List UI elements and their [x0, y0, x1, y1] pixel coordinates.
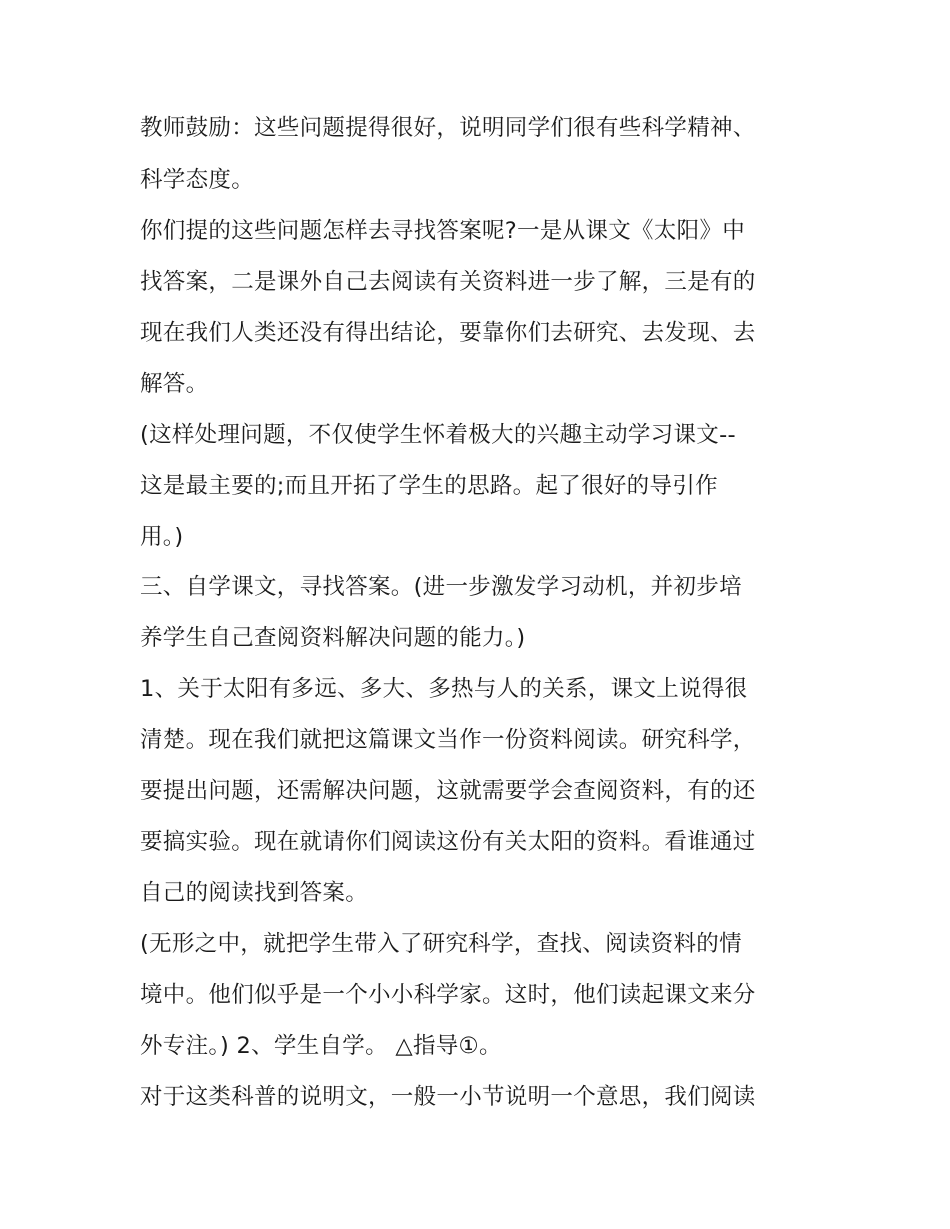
- text-line: 1、关于太阳有多远、多大、多热与人的关系，课文上说得很: [140, 676, 748, 702]
- text-line: 三、自学课文，寻找答案。(进一步激发学习动机，并初步培: [140, 574, 742, 600]
- text-line: 解答。: [140, 371, 209, 397]
- text-line: 自己的阅读找到答案。: [140, 880, 369, 906]
- text-line: 境中。他们似乎是一个小小科学家。这时，他们读起课文来分: [140, 982, 756, 1008]
- text-line: 要提出问题，还需解决问题，这就需要学会查阅资料，有的还: [140, 778, 756, 804]
- text-line: 对于这类科普的说明文，一般一小节说明一个意思，我们阅读: [140, 1084, 756, 1110]
- text-line: 这是最主要的;而且开拓了学生的思路。起了很好的导引作: [140, 473, 718, 499]
- text-line: 你们提的这些问题怎样去寻找答案呢?一是从课文《太阳》中: [140, 218, 746, 244]
- text-line: 外专注。) 2、学生自学。 △指导①。: [140, 1033, 502, 1059]
- text-line: (这样处理问题，不仅使学生怀着极大的兴趣主动学习课文--: [140, 422, 736, 448]
- text-line: 用。): [140, 524, 184, 550]
- text-line: 找答案，二是课外自己去阅读有关资料进一步了解，三是有的: [140, 269, 756, 295]
- text-line: 教师鼓励：这些问题提得很好，说明同学们很有些科学精神、: [140, 115, 756, 141]
- text-line: 现在我们人类还没有得出结论，要靠你们去研究、去发现、去: [140, 320, 756, 346]
- text-line: (无形之中，就把学生带入了研究科学，查找、阅读资料的情: [140, 931, 742, 957]
- text-line: 养学生自己查阅资料解决问题的能力。): [140, 625, 526, 651]
- text-line: 清楚。现在我们就把这篇课文当作一份资料阅读。研究科学，: [140, 727, 756, 753]
- text-line: 科学态度。: [140, 167, 255, 193]
- text-line: 要搞实验。现在就请你们阅读这份有关太阳的资料。看谁通过: [140, 829, 756, 855]
